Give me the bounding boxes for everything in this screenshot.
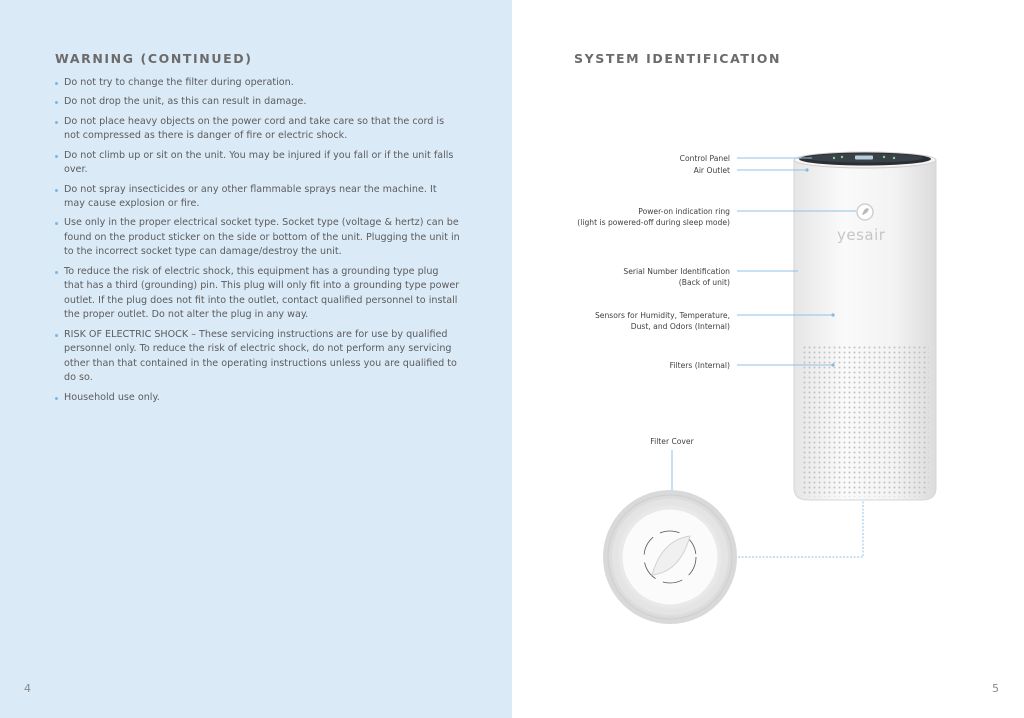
filter-cover bbox=[603, 490, 737, 624]
system-identification-title: SYSTEM IDENTIFICATION bbox=[574, 51, 782, 66]
warning-item: Use only in the proper electrical socket type. Socket type (voltage & hertz) can be found on the product sticker on the side or bottom of the unit. Plugging the unit in to the incorrect socket type can damage/destroy the unit. bbox=[55, 216, 460, 260]
warning-item: Do not try to change the filter during operation. bbox=[55, 76, 460, 91]
warning-item: Household use only. bbox=[55, 391, 460, 406]
label-power-ring: Power-on indication ring (light is powered-off during sleep mode) bbox=[577, 207, 730, 227]
warning-item: Do not drop the unit, as this can result in damage. bbox=[55, 95, 460, 110]
warning-item: Do not climb up or sit on the unit. You may be injured if you fall or if the unit falls over. bbox=[55, 149, 460, 178]
warning-item: RISK OF ELECTRIC SHOCK – These servicing instructions are for use by qualified personnel only. To reduce the risk of electric shock, do not perform any servicing other than that contained in the operating instructions unless you are qualified to do so. bbox=[55, 328, 460, 386]
page-number-left: 4 bbox=[24, 682, 31, 695]
label-filters: Filters (Internal) bbox=[669, 361, 730, 370]
brand-logo: yesair bbox=[837, 226, 886, 244]
label-sensors: Sensors for Humidity, Temperature, Dust, and Odors (Internal) bbox=[594, 311, 730, 331]
product-illustration bbox=[512, 0, 1024, 718]
warning-item: Do not spray insecticides or any other flammable sprays near the machine. It may cause explosion or fire. bbox=[55, 183, 460, 212]
air-purifier-unit bbox=[794, 152, 936, 500]
warning-title: WARNING (CONTINUED) bbox=[55, 51, 253, 66]
warning-list bbox=[55, 76, 460, 410]
warning-item: Do not place heavy objects on the power cord and take care so that the cord is not compressed as there is danger of fire or electric shock. bbox=[55, 115, 460, 144]
right-page bbox=[512, 0, 1024, 718]
label-air-outlet: Air Outlet bbox=[693, 166, 730, 175]
label-filter-cover: Filter Cover bbox=[650, 437, 694, 446]
label-control-panel: Control Panel bbox=[679, 154, 730, 163]
page-number-right: 5 bbox=[992, 682, 999, 695]
label-serial-number: Serial Number Identification (Back of unit) bbox=[623, 267, 730, 287]
warning-item: To reduce the risk of electric shock, this equipment has a grounding type plug that has a third (grounding) pin. This plug will only fit into a grounding type power outlet. If the plug does not fit into the outlet, contact qualified personnel to install the proper outlet. Do not alter the plug in any way. bbox=[55, 265, 460, 323]
